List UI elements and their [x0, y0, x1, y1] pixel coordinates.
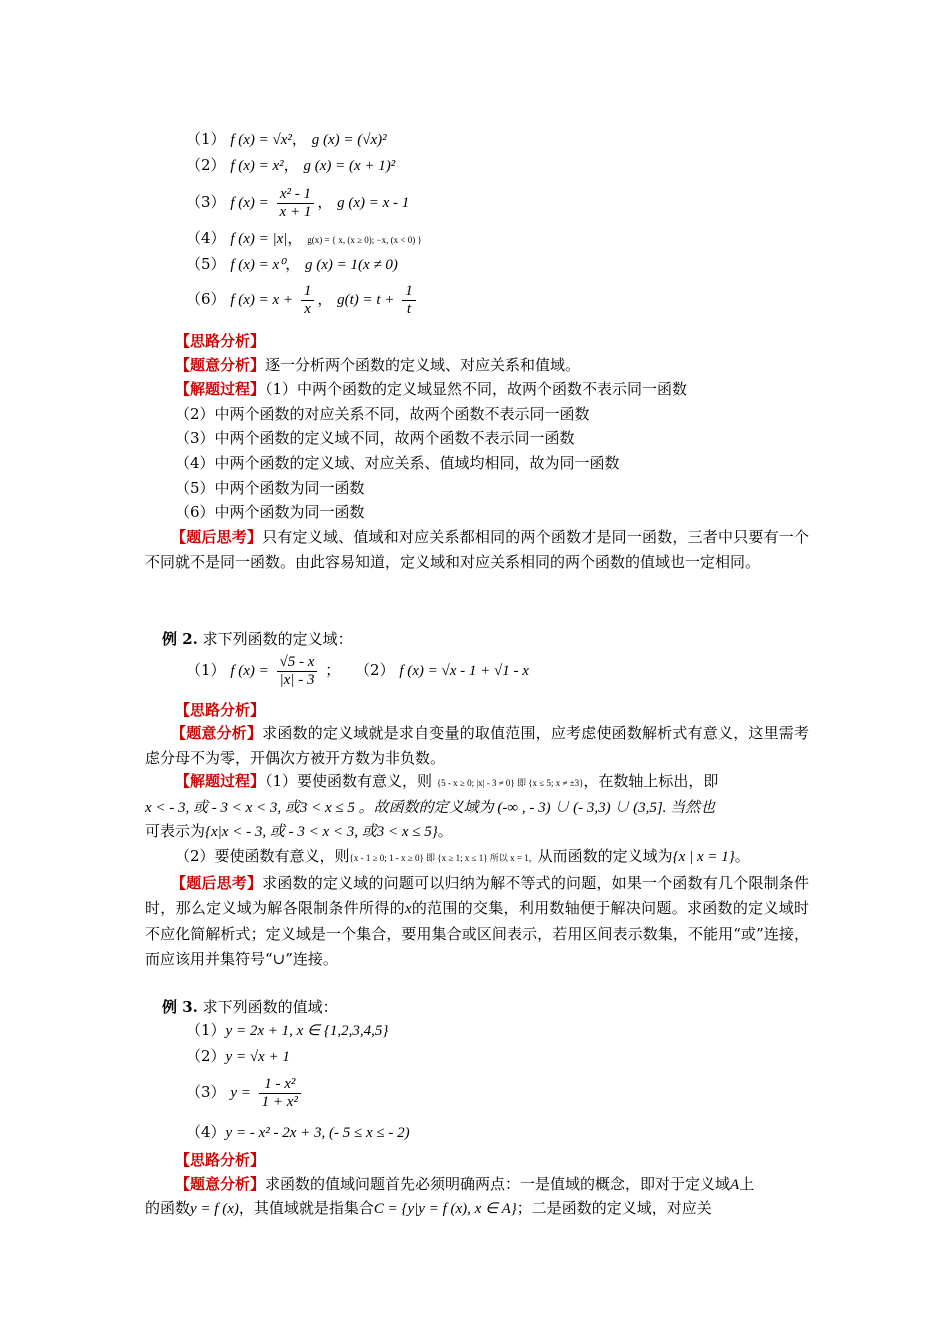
ex1-item-1-f: f (x) = √x² [230, 132, 292, 148]
ex3-item-1: （1）y = 2x + 1, x ∈ {1,2,3,4,5} [186, 1021, 389, 1039]
ex2-p2-f: f (x) = √x - 1 + √1 - x [399, 663, 529, 679]
ex2-tiyi: 【题意分析】求函数的定义域就是求自变量的取值范围，应考虑使函数解析式有意义，这里需考虑分母不为零，开偶次方被开方数为非负数。 [145, 724, 809, 767]
ex1-item-4: （4） f (x) = |x|， g(x) = { x, (x ≥ 0); −x, (x < 0) } [186, 229, 422, 247]
ex1-step-5: （5）中两个函数为同一函数 [175, 479, 365, 497]
ex2-jieti-part2: （2）要使函数有意义，则{x - 1 ≥ 0; 1 - x ≥ 0} 即 {x ≥ 1; x ≤ 1} 所以 x = 1，从而函数的定义域为{x | x = 1}。 [175, 847, 750, 865]
ex2-jieti-line2: x < - 3, 或 - 3 < x < 3, 或3 < x ≤ 5 。故函数的定义域为 (-∞ , - 3) ∪ (- 3,3) ∪ (3,5]. 当然也 [145, 800, 716, 816]
ex1-sikao: 【题后思考】只有定义域、值域和对应关系都相同的两个函数才是同一函数，三者中只要有一个不同就不是同一函数。由此容易知道，定义域和对应关系相同的两个函数的值域也一定相同。 [145, 528, 809, 571]
ex1-item-2-f: f (x) = x² [230, 158, 284, 174]
ex2-silu-heading: 【思路分析】 [175, 701, 266, 719]
ex2-jieti-system: {5 - x ≥ 0; |x| - 3 ≠ 0} 即 {x ≤ 5; x ≠ ±3} [436, 778, 584, 788]
ex1-item-2: （2） f (x) = x²， g (x) = (x + 1)² [186, 156, 396, 174]
ex2-jieti-part2-system: {x - 1 ≥ 0; 1 - x ≥ 0} 即 {x ≥ 1; x ≤ 1} 所以 x = 1， [349, 853, 538, 863]
ex3-tiyi-line1: 【题意分析】求函数的值域问题首先必须明确两点：一是值域的概念，即对于定义域A上 [175, 1175, 755, 1193]
ex1-step-4: （4）中两个函数的定义域、对应关系、值域均相同，故为同一函数 [175, 454, 620, 472]
ex1-step-2: （2）中两个函数的对应关系不同，故两个函数不表示同一函数 [175, 405, 590, 423]
ex1-silu-heading: 【思路分析】 [175, 332, 266, 350]
ex1-item-5: （5） f (x) = x⁰， g (x) = 1(x ≠ 0) [186, 255, 398, 273]
ex1-item-5-g: g (x) = 1(x ≠ 0) [304, 257, 398, 273]
ex3-tiyi-line2: 的函数y = f (x)，其值域就是指集合C = {y|y = f (x), x ∈ A}；二是函数的定义域，对应关 [145, 1199, 712, 1217]
ex1-item-4-f: f (x) = |x| [230, 231, 288, 247]
ex3-item-3: （3） y = $\frac{\text{1 - x²}}{\text{1 + x²}}$ [186, 1073, 304, 1112]
ex1-item-3-g: g (x) = x - 1 [337, 195, 410, 211]
ex2-jieti-line3: 可表示为{x|x < - 3, 或 - 3 < x < 3, 或3 < x ≤ 5}。 [145, 822, 453, 840]
ex1-jieti: 【解题过程】（1）中两个函数的定义域显然不同，故两个函数不表示同一函数 [175, 380, 688, 398]
ex1-item-4-g: g(x) = { x, (x ≥ 0); −x, (x < 0) } [307, 235, 422, 245]
ex2-jieti-line1: 【解题过程】（1）要使函数有意义，则 {5 - x ≥ 0; |x| - 3 ≠ 0} 即 {x ≤ 5; x ≠ ±3}，在数轴上标出，即 [175, 772, 719, 790]
ex1-item-2-g: g (x) = (x + 1)² [303, 158, 396, 174]
ex1-item-3: （3） f (x) = $\frac{\text{x² - 1}}{x + 1}$ ， g (x) = x - 1 [186, 185, 410, 220]
ex1-item-1: （1） f (x) = √x²， g (x) = (√x)² [186, 130, 387, 148]
ex1-item-6-g-fraction: $\frac{1}{t}$ [402, 283, 416, 318]
ex2-sikao: 【题后思考】求函数的定义域的问题可以归纳为解不等式的问题，如果一个函数有几个限制条件时，那么定义域为解各限制条件所得的x的范围的交集，利用数轴便于解决问题。求函数的定义域时不应化简解析式；定义域是一个集合，要用集合或区间表示，若用区间表示数集，不能用“或”连接，而应该用并集符号“∪”连接。 [145, 874, 809, 968]
ex2-p1-fraction: $\frac{√5 - x}{|x| - 3}$ [277, 654, 318, 689]
ex3-silu-heading: 【思路分析】 [175, 1151, 266, 1169]
ex1-item-3-fraction: $\frac{\text{x² - 1}}{x + 1}$ [277, 186, 315, 221]
ex1-item-5-f: f (x) = x⁰ [230, 257, 286, 273]
ex2-problems: （1） f (x) = $\frac{√5 - x}{|x| - 3}$ ； （2） f (x) = √x - 1 + √1 - x [186, 653, 529, 688]
ex1-item-1-g: g (x) = (√x)² [311, 132, 387, 148]
ex2-title: 例 2. 求下列函数的定义域： [162, 630, 353, 648]
ex3-title: 例 3. 求下列函数的值域： [162, 998, 338, 1016]
ex1-step-6: （6）中两个函数为同一函数 [175, 503, 365, 521]
ex3-item-3-fraction: $\frac{\text{1 - x²}}{\text{1 + x²}}$ [259, 1076, 301, 1111]
ex3-item-2: （2）y = √x + 1 [186, 1047, 290, 1065]
ex3-item-4: （4）y = - x² - 2x + 3, (- 5 ≤ x ≤ - 2) [186, 1123, 410, 1141]
ex1-tiyi: 【题意分析】逐一分析两个函数的定义域、对应关系和值域。 [175, 356, 581, 374]
ex1-item-6-f-fraction: $\frac{1}{x}$ [301, 283, 315, 318]
ex1-step-3: （3）中两个函数的定义域不同，故两个函数不表示同一函数 [175, 429, 575, 447]
ex1-item-6: （6） f (x) = x + $\frac{1}{x}$ ， g(t) = t + $\frac{1}{t}$ [186, 280, 419, 319]
